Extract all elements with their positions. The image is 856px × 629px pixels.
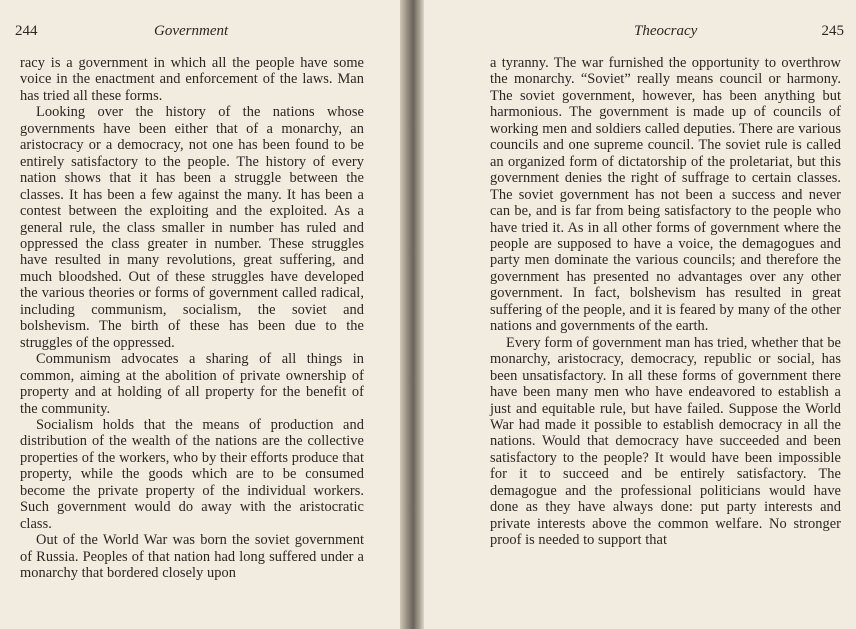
left-page	[0, 0, 400, 629]
book-gutter	[400, 0, 424, 629]
paragraph: Socialism holds that the means of production and distribution of the wealth of the nations are the collective properties of the workers, who by their efforts produce that property, while the goods which are to be consumed become the private property of the individual workers. Such government would do away with the aristocratic class.	[20, 416, 364, 532]
paragraph: racy is a government in which all the people have some voice in the enactment and enforcement of the laws. Man has tried all these forms.	[20, 55, 364, 104]
running-head: Theocracy	[634, 23, 698, 39]
page-body	[20, 55, 364, 582]
paragraph: Every form of government man has tried, whether that be monarchy, aristocracy, democracy, republic or social, has been unsatisfactory. In all these forms of government there have been many men who have endeavored to establish a just and equitable rule, but have failed. Suppose the World War had made it possible to establish democracy in all the nations. Would that democracy have succeeded and been satisfactory to the people? It would have been impossible for it to succeed and be entirely satisfactory. The demagogue and the professional politicians would have done as they have always done: put party interests and private interests above the common welfare. No stronger proof is needed to support that	[490, 334, 841, 549]
paragraph: Communism advocates a sharing of all things in common, aiming at the abolition of private ownership of property and at holding of all property for the benefit of the community.	[20, 351, 364, 417]
right-page	[424, 0, 856, 629]
running-head: Government	[154, 23, 229, 39]
page-number: 245	[821, 23, 844, 39]
paragraph: Out of the World War was born the soviet government of Russia. Peoples of that nation had long suffered under a monarchy that bordered closely upon	[20, 532, 364, 582]
page-number: 244	[15, 23, 38, 39]
paragraph: a tyranny. The war furnished the opportunity to overthrow the monarchy. “Soviet” really means council or harmony. The soviet government, however, has been anything but harmonious. The government is made up of councils of working men and soldiers called deputies. There are various councils and one supreme council. The soviet rule is called an organized form of dictatorship of the proletariat, but this government denies the right of suffrage to certain classes. The soviet government has not been a success and never can be, and is far from being satisfactory to the people who have tried it. As in all other forms of government where the people are supposed to have a voice, the demagogues and party men dominate the various councils; and therefore the government has presented no advantages over any other government. In fact, bolshevism has resulted in great suffering of the people, and it is feared by many of the other nations and governments of the earth.	[490, 55, 841, 335]
paragraph: Looking over the history of the nations whose governments have been either that of a monarchy, an aristocracy or a democracy, not one has been found to be entirely satisfactory to the people. The history of every nation shows that it has been a struggle between the classes. It has been a few against the many. It has been a contest between the exploiting and the exploited. As a general rule, the class smaller in number has ruled and oppressed the class greater in number. These struggles have resulted in many revolutions, great suffering, and much bloodshed. Out of these struggles have developed the various theories or forms of government called radical, including communism, socialism, the soviet and bolshevism. The birth of these has been due to the struggles of the oppressed.	[20, 104, 364, 351]
page-body	[490, 55, 841, 549]
